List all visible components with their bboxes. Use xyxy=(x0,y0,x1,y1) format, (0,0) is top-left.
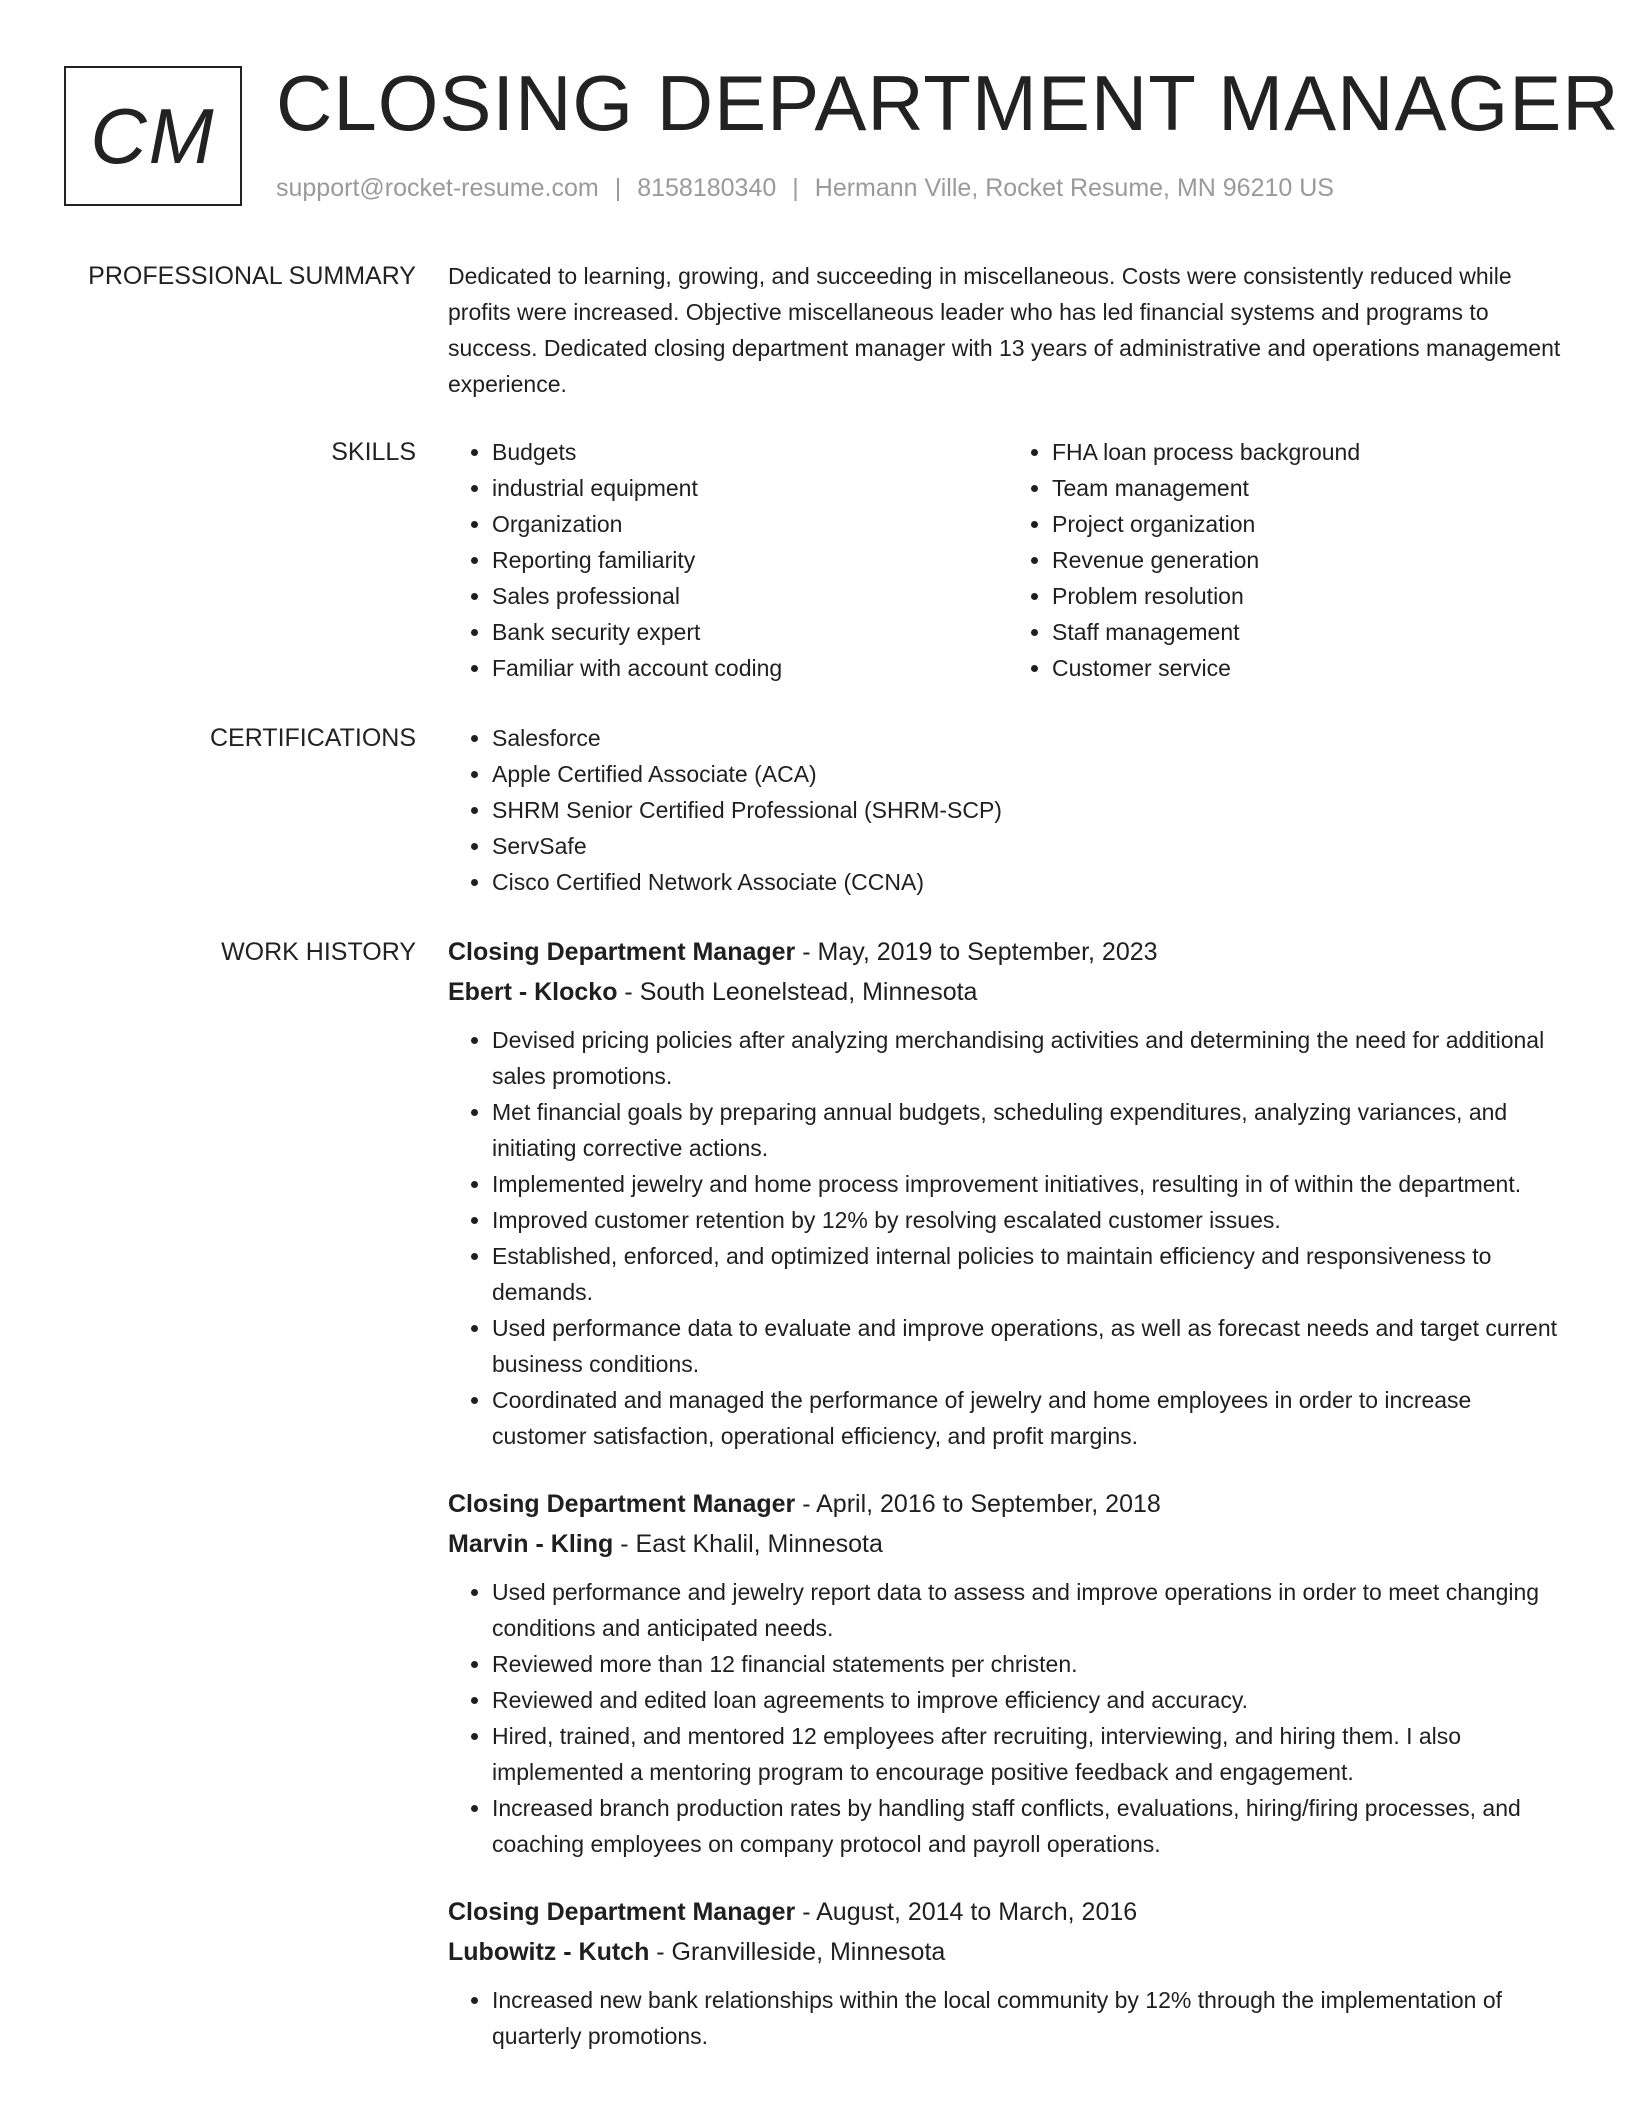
job-location: - South Leonelstead, Minnesota xyxy=(617,978,978,1006)
skill-item: • Problem resolution xyxy=(1052,578,1568,614)
skill-item: • Sales professional xyxy=(492,578,1008,614)
job-bullet: • Coordinated and managed the performance of jewelry and home employees in order to increase customer satisfaction, operational efficiency, and profit margins. xyxy=(492,1382,1568,1454)
page-title: CLOSING DEPARTMENT MANAGER xyxy=(276,59,1620,147)
skill-item: • Staff management xyxy=(1052,614,1568,650)
skills-list xyxy=(448,434,1568,686)
job-dates: - August, 2014 to March, 2016 xyxy=(795,1898,1138,1926)
job-company-line xyxy=(448,1932,1568,1972)
contact-separator: | xyxy=(614,174,622,202)
contact-email: support@rocket-resume.com xyxy=(276,174,599,202)
skill-item: • FHA loan process background xyxy=(1052,434,1568,470)
job-bullet: • Used performance data to evaluate and improve operations, as well as forecast needs and target current business conditions. xyxy=(492,1310,1568,1382)
certification-item: • Cisco Certified Network Associate (CCNA) xyxy=(492,864,1568,900)
skills-column-left xyxy=(448,434,1008,686)
job-location: - Granvilleside, Minnesota xyxy=(649,1938,946,1966)
work-history-heading: WORK HISTORY xyxy=(221,938,416,966)
job-dates: - May, 2019 to September, 2023 xyxy=(795,938,1158,966)
skill-item: • Organization xyxy=(492,506,1008,542)
job-bullet: • Hired, trained, and mentored 12 employees after recruiting, interviewing, and hiring them. I also implemented a mentoring program to encourage positive feedback and engagement. xyxy=(492,1718,1568,1790)
contact-address: Hermann Ville, Rocket Resume, MN 96210 US xyxy=(814,174,1334,202)
job-bullet: • Established, enforced, and optimized internal policies to maintain efficiency and responsiveness to demands. xyxy=(492,1238,1568,1310)
summary-heading: PROFESSIONAL SUMMARY xyxy=(88,262,416,290)
skill-item: • Customer service xyxy=(1052,650,1568,686)
certification-item: • SHRM Senior Certified Professional (SHRM-SCP) xyxy=(492,792,1568,828)
job-bullet: • Implemented jewelry and home process improvement initiatives, resulting in of within the department. xyxy=(492,1166,1568,1202)
skill-item: • Bank security expert xyxy=(492,614,1008,650)
job-bullets xyxy=(448,1022,1568,1454)
job-title-line xyxy=(448,1892,1568,1932)
skills-heading: SKILLS xyxy=(331,438,416,466)
skills-column-right xyxy=(1008,434,1568,686)
contact-separator: | xyxy=(792,174,799,202)
work-history-list xyxy=(448,934,1568,2054)
contact-line xyxy=(276,174,1334,203)
job-bullet: • Reviewed more than 12 financial statements per christen. xyxy=(492,1646,1568,1682)
job-bullet: • Improved customer retention by 12% by resolving escalated customer issues. xyxy=(492,1202,1568,1238)
job-title: Closing Department Manager xyxy=(448,938,796,966)
job-entry xyxy=(448,1892,1568,2054)
job-location: - East Khalil, Minnesota xyxy=(613,1530,883,1558)
job-bullet: • Met financial goals by preparing annual budgets, scheduling expenditures, analyzing variances, and initiating corrective actions. xyxy=(492,1094,1568,1166)
job-title: Closing Department Manager xyxy=(448,1490,796,1518)
job-title-line xyxy=(448,1484,1568,1524)
job-entry xyxy=(448,932,1568,1454)
skill-item: • Project organization xyxy=(1052,506,1568,542)
job-bullets xyxy=(448,1982,1568,2054)
skill-item: • Familiar with account coding xyxy=(492,650,1008,686)
certification-item: • Apple Certified Associate (ACA) xyxy=(492,756,1568,792)
job-bullet: • Increased branch production rates by handling staff conflicts, evaluations, hiring/firing processes, and coaching employees on company protocol and payroll operations. xyxy=(492,1790,1568,1862)
job-bullet: • Devised pricing policies after analyzing merchandising activities and determining the need for additional sales promotions. xyxy=(492,1022,1568,1094)
skill-item: • Revenue generation xyxy=(1052,542,1568,578)
job-title: Closing Department Manager xyxy=(448,1898,796,1926)
job-dates: - April, 2016 to September, 2018 xyxy=(795,1490,1161,1518)
contact-phone: 8158180340 xyxy=(637,174,777,202)
certifications-list xyxy=(448,720,1568,900)
job-bullet: • Used performance and jewelry report data to assess and improve operations in order to meet changing conditions and anticipated needs. xyxy=(492,1574,1568,1646)
job-company-line xyxy=(448,972,1568,1012)
certification-item: • Salesforce xyxy=(492,720,1568,756)
monogram-box xyxy=(64,66,242,206)
monogram-initials: CM xyxy=(90,91,216,180)
summary-text: Dedicated to learning, growing, and succeeding in miscellaneous. Costs were consistently reduced while profits were increased. Objective miscellaneous leader who has led financial systems and programs to success. Dedicated closing department manager with 13 years of administrative and operations management experience. xyxy=(448,263,1561,397)
certifications-heading: CERTIFICATIONS xyxy=(209,724,416,752)
skill-item: • Team management xyxy=(1052,470,1568,506)
skill-item: • industrial equipment xyxy=(492,470,1008,506)
job-bullets xyxy=(448,1574,1568,1862)
job-company-line xyxy=(448,1524,1568,1564)
skill-item: • Budgets xyxy=(492,434,1008,470)
job-company: Lubowitz - Kutch xyxy=(448,1938,650,1966)
job-entry xyxy=(448,1484,1568,1862)
job-title-line xyxy=(448,932,1568,972)
job-company: Ebert - Klocko xyxy=(448,978,618,1006)
job-bullet: • Reviewed and edited loan agreements to improve efficiency and accuracy. xyxy=(492,1682,1568,1718)
job-company: Marvin - Kling xyxy=(448,1530,614,1558)
job-bullet: • Increased new bank relationships within the local community by 12% through the implementation of quarterly promotions. xyxy=(492,1982,1568,2054)
skill-item: • Reporting familiarity xyxy=(492,542,1008,578)
certification-item: • ServSafe xyxy=(492,828,1568,864)
